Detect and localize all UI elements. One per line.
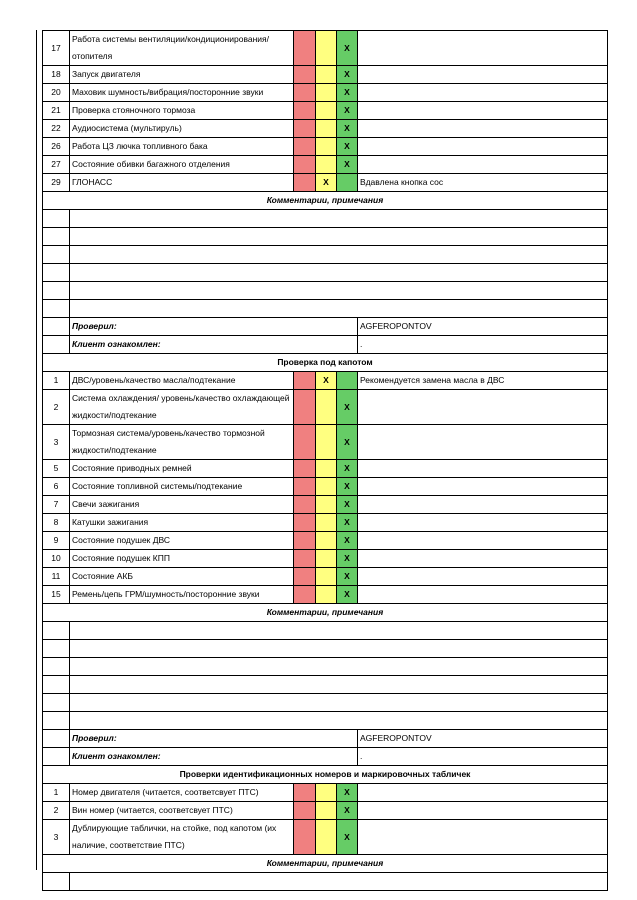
comment-line (43, 658, 608, 676)
table-row (43, 138, 608, 156)
row-note (358, 568, 608, 586)
row-note (358, 514, 608, 532)
row-note (358, 532, 608, 550)
comment-text-cell[interactable] (70, 712, 608, 730)
comment-number-cell (43, 694, 70, 712)
row-note (358, 31, 608, 66)
row-note (358, 390, 608, 425)
row-description: Номер двигателя (читается, соответсвует ПТС) (70, 784, 294, 802)
table-row (43, 174, 608, 192)
row-number: 29 (43, 174, 70, 192)
row-note (358, 84, 608, 102)
status-red-cell[interactable] (294, 802, 316, 820)
status-green-cell[interactable]: X (337, 586, 358, 604)
comments-header-row (43, 855, 608, 873)
comment-line (43, 228, 608, 246)
comment-number-cell (43, 210, 70, 228)
row-number: 15 (43, 586, 70, 604)
signature-row (43, 730, 608, 748)
table-row (43, 532, 608, 550)
comment-line (43, 873, 608, 891)
status-red-cell[interactable] (294, 156, 316, 174)
comment-text-cell[interactable] (70, 228, 608, 246)
comment-text-cell[interactable] (70, 622, 608, 640)
row-description: Работа системы вентиляции/кондиционирования/ отопителя (70, 31, 294, 66)
status-green-cell[interactable] (337, 174, 358, 192)
table-row (43, 802, 608, 820)
comment-text-cell[interactable] (70, 658, 608, 676)
table-row (43, 514, 608, 532)
table-row (43, 84, 608, 102)
comments-title: Комментарии, примечания (43, 855, 608, 873)
comment-text-cell[interactable] (70, 300, 608, 318)
row-number: 3 (43, 820, 70, 855)
status-yellow-cell[interactable] (316, 496, 337, 514)
row-description: Проверка стояночного тормоза (70, 102, 294, 120)
comment-line (43, 282, 608, 300)
page-margin-rule (36, 30, 37, 870)
row-note (358, 820, 608, 855)
status-red-cell[interactable] (294, 425, 316, 460)
status-red-cell[interactable] (294, 784, 316, 802)
status-green-cell[interactable]: X (337, 514, 358, 532)
status-red-cell[interactable] (294, 532, 316, 550)
table-row (43, 372, 608, 390)
comment-number-cell (43, 282, 70, 300)
status-red-cell[interactable] (294, 174, 316, 192)
status-green-cell[interactable]: X (337, 84, 358, 102)
table-row (43, 120, 608, 138)
status-yellow-cell[interactable] (316, 84, 337, 102)
row-description: ГЛОНАСС (70, 174, 294, 192)
comment-number-cell (43, 640, 70, 658)
comment-number-cell (43, 676, 70, 694)
status-yellow-cell[interactable] (316, 460, 337, 478)
comments-title: Комментарии, примечания (43, 192, 608, 210)
comment-number-cell (43, 622, 70, 640)
comment-text-cell[interactable] (70, 264, 608, 282)
row-number: 26 (43, 138, 70, 156)
table-row (43, 425, 608, 460)
comment-line (43, 676, 608, 694)
comment-text-cell[interactable] (70, 210, 608, 228)
row-note (358, 478, 608, 496)
row-note (358, 156, 608, 174)
row-number: 3 (43, 425, 70, 460)
comment-line (43, 246, 608, 264)
status-yellow-cell[interactable] (316, 532, 337, 550)
status-yellow-cell[interactable] (316, 120, 337, 138)
status-green-cell[interactable]: X (337, 390, 358, 425)
comment-text-cell[interactable] (70, 873, 608, 891)
status-red-cell[interactable] (294, 84, 316, 102)
status-green-cell[interactable]: X (337, 496, 358, 514)
status-green-cell[interactable]: X (337, 478, 358, 496)
comment-line (43, 694, 608, 712)
section-title-under-hood: Проверка под капотом (43, 354, 608, 372)
checked-by-label: Проверил: (70, 318, 358, 336)
status-green-cell[interactable]: X (337, 31, 358, 66)
status-yellow-cell[interactable] (316, 514, 337, 532)
row-number: 10 (43, 550, 70, 568)
table-row (43, 156, 608, 174)
section-title-identification: Проверки идентификационных номеров и маркировочных табличек (43, 766, 608, 784)
row-description: Свечи зажигания (70, 496, 294, 514)
comment-line (43, 210, 608, 228)
row-number: 2 (43, 802, 70, 820)
comment-line (43, 300, 608, 318)
row-description: Состояние приводных ремней (70, 460, 294, 478)
comment-line (43, 712, 608, 730)
status-red-cell[interactable] (294, 586, 316, 604)
status-green-cell[interactable] (337, 372, 358, 390)
checked-by-label: Проверил: (70, 730, 358, 748)
table-row (43, 66, 608, 84)
status-red-cell[interactable] (294, 496, 316, 514)
row-description: Катушки зажигания (70, 514, 294, 532)
status-yellow-cell[interactable] (316, 802, 337, 820)
status-red-cell[interactable] (294, 138, 316, 156)
table-row (43, 390, 608, 425)
status-green-cell[interactable]: X (337, 532, 358, 550)
signature-row (43, 318, 608, 336)
status-red-cell[interactable] (294, 478, 316, 496)
status-green-cell[interactable]: X (337, 820, 358, 855)
signature-row (43, 748, 608, 766)
table-row (43, 496, 608, 514)
comment-line (43, 622, 608, 640)
comment-text-cell[interactable] (70, 694, 608, 712)
row-number: 6 (43, 478, 70, 496)
row-number: 1 (43, 372, 70, 390)
row-description: Маховик шумность/вибрация/посторонние звуки (70, 84, 294, 102)
status-green-cell[interactable]: X (337, 156, 358, 174)
row-note (358, 102, 608, 120)
section-header-row (43, 354, 608, 372)
table-row (43, 784, 608, 802)
status-red-cell[interactable] (294, 820, 316, 855)
status-yellow-cell[interactable]: X (316, 174, 337, 192)
comment-text-cell[interactable] (70, 246, 608, 264)
row-number: 11 (43, 568, 70, 586)
status-red-cell[interactable] (294, 120, 316, 138)
row-description: Состояние подушек ДВС (70, 532, 294, 550)
status-yellow-cell[interactable] (316, 568, 337, 586)
status-yellow-cell[interactable] (316, 156, 337, 174)
status-yellow-cell[interactable] (316, 425, 337, 460)
row-number: 8 (43, 514, 70, 532)
status-red-cell[interactable] (294, 66, 316, 84)
section-header-row (43, 766, 608, 784)
status-green-cell[interactable]: X (337, 784, 358, 802)
inspection-table (42, 30, 608, 891)
status-red-cell[interactable] (294, 568, 316, 586)
comment-number-cell (43, 873, 70, 891)
row-note (358, 496, 608, 514)
client-acknowledged-label: Клиент ознакомлен: (70, 748, 358, 766)
row-description: Вин номер (читается, соответсвует ПТС) (70, 802, 294, 820)
comment-number-cell (43, 300, 70, 318)
comments-header-row (43, 604, 608, 622)
signature-spacer (43, 748, 70, 766)
status-yellow-cell[interactable]: X (316, 372, 337, 390)
row-description: Состояние топливной системы/подтекание (70, 478, 294, 496)
signature-spacer (43, 318, 70, 336)
row-number: 17 (43, 31, 70, 66)
status-yellow-cell[interactable] (316, 586, 337, 604)
status-green-cell[interactable]: X (337, 550, 358, 568)
row-description: Дублирующие таблички, на стойке, под капотом (их наличие, соответствие ПТС) (70, 820, 294, 855)
row-description: Запуск двигателя (70, 66, 294, 84)
status-red-cell[interactable] (294, 31, 316, 66)
row-number: 9 (43, 532, 70, 550)
status-red-cell[interactable] (294, 460, 316, 478)
row-description: Ремень/цепь ГРМ/шумность/посторонние звуки (70, 586, 294, 604)
status-green-cell[interactable]: X (337, 460, 358, 478)
comment-text-cell[interactable] (70, 676, 608, 694)
row-note (358, 586, 608, 604)
row-number: 21 (43, 102, 70, 120)
client-acknowledged-value: . (358, 336, 608, 354)
row-number: 18 (43, 66, 70, 84)
table-row (43, 568, 608, 586)
status-yellow-cell[interactable] (316, 138, 337, 156)
row-note: Вдавлена кнопка сос (358, 174, 608, 192)
row-description: ДВС/уровень/качество масла/подтекание (70, 372, 294, 390)
checked-by-value: AGFEROPONTOV (358, 730, 608, 748)
row-description: Работа ЦЗ лючка топливного бака (70, 138, 294, 156)
comment-text-cell[interactable] (70, 640, 608, 658)
status-yellow-cell[interactable] (316, 66, 337, 84)
row-description: Аудиосистема (мультируль) (70, 120, 294, 138)
comment-number-cell (43, 712, 70, 730)
row-note (358, 425, 608, 460)
row-description: Система охлаждения/ уровень/качество охлаждающей жидкости/подтекание (70, 390, 294, 425)
status-green-cell[interactable]: X (337, 102, 358, 120)
status-yellow-cell[interactable] (316, 820, 337, 855)
status-red-cell[interactable] (294, 550, 316, 568)
row-note (358, 460, 608, 478)
status-green-cell[interactable]: X (337, 66, 358, 84)
signature-spacer (43, 336, 70, 354)
row-description: Состояние подушек КПП (70, 550, 294, 568)
row-number: 20 (43, 84, 70, 102)
status-green-cell[interactable]: X (337, 802, 358, 820)
comments-header-row (43, 192, 608, 210)
table-row (43, 102, 608, 120)
status-green-cell[interactable]: X (337, 138, 358, 156)
row-description: Состояние АКБ (70, 568, 294, 586)
row-number: 5 (43, 460, 70, 478)
status-yellow-cell[interactable] (316, 478, 337, 496)
status-yellow-cell[interactable] (316, 550, 337, 568)
row-note (358, 784, 608, 802)
signature-spacer (43, 730, 70, 748)
row-description: Состояние обивки багажного отделения (70, 156, 294, 174)
table-row (43, 31, 608, 66)
comment-number-cell (43, 264, 70, 282)
status-yellow-cell[interactable] (316, 31, 337, 66)
row-number: 1 (43, 784, 70, 802)
row-note (358, 802, 608, 820)
row-note: Рекомендуется замена масла в ДВС (358, 372, 608, 390)
status-yellow-cell[interactable] (316, 390, 337, 425)
comment-number-cell (43, 246, 70, 264)
row-note (358, 120, 608, 138)
client-acknowledged-label: Клиент ознакомлен: (70, 336, 358, 354)
status-red-cell[interactable] (294, 102, 316, 120)
comment-number-cell (43, 658, 70, 676)
checked-by-value: AGFEROPONTOV (358, 318, 608, 336)
status-red-cell[interactable] (294, 390, 316, 425)
status-yellow-cell[interactable] (316, 102, 337, 120)
row-number: 27 (43, 156, 70, 174)
row-number: 22 (43, 120, 70, 138)
comment-line (43, 640, 608, 658)
comments-title: Комментарии, примечания (43, 604, 608, 622)
status-yellow-cell[interactable] (316, 784, 337, 802)
row-note (358, 66, 608, 84)
row-note (358, 138, 608, 156)
status-green-cell[interactable]: X (337, 425, 358, 460)
status-red-cell[interactable] (294, 372, 316, 390)
row-note (358, 550, 608, 568)
table-row (43, 478, 608, 496)
status-red-cell[interactable] (294, 514, 316, 532)
comment-text-cell[interactable] (70, 282, 608, 300)
row-number: 7 (43, 496, 70, 514)
table-row (43, 586, 608, 604)
status-green-cell[interactable]: X (337, 120, 358, 138)
status-green-cell[interactable]: X (337, 568, 358, 586)
comment-line (43, 264, 608, 282)
signature-row (43, 336, 608, 354)
table-row (43, 550, 608, 568)
table-row (43, 820, 608, 855)
comment-number-cell (43, 228, 70, 246)
row-number: 2 (43, 390, 70, 425)
client-acknowledged-value: . (358, 748, 608, 766)
row-description: Тормозная система/уровень/качество тормозной жидкости/подтекание (70, 425, 294, 460)
table-row (43, 460, 608, 478)
